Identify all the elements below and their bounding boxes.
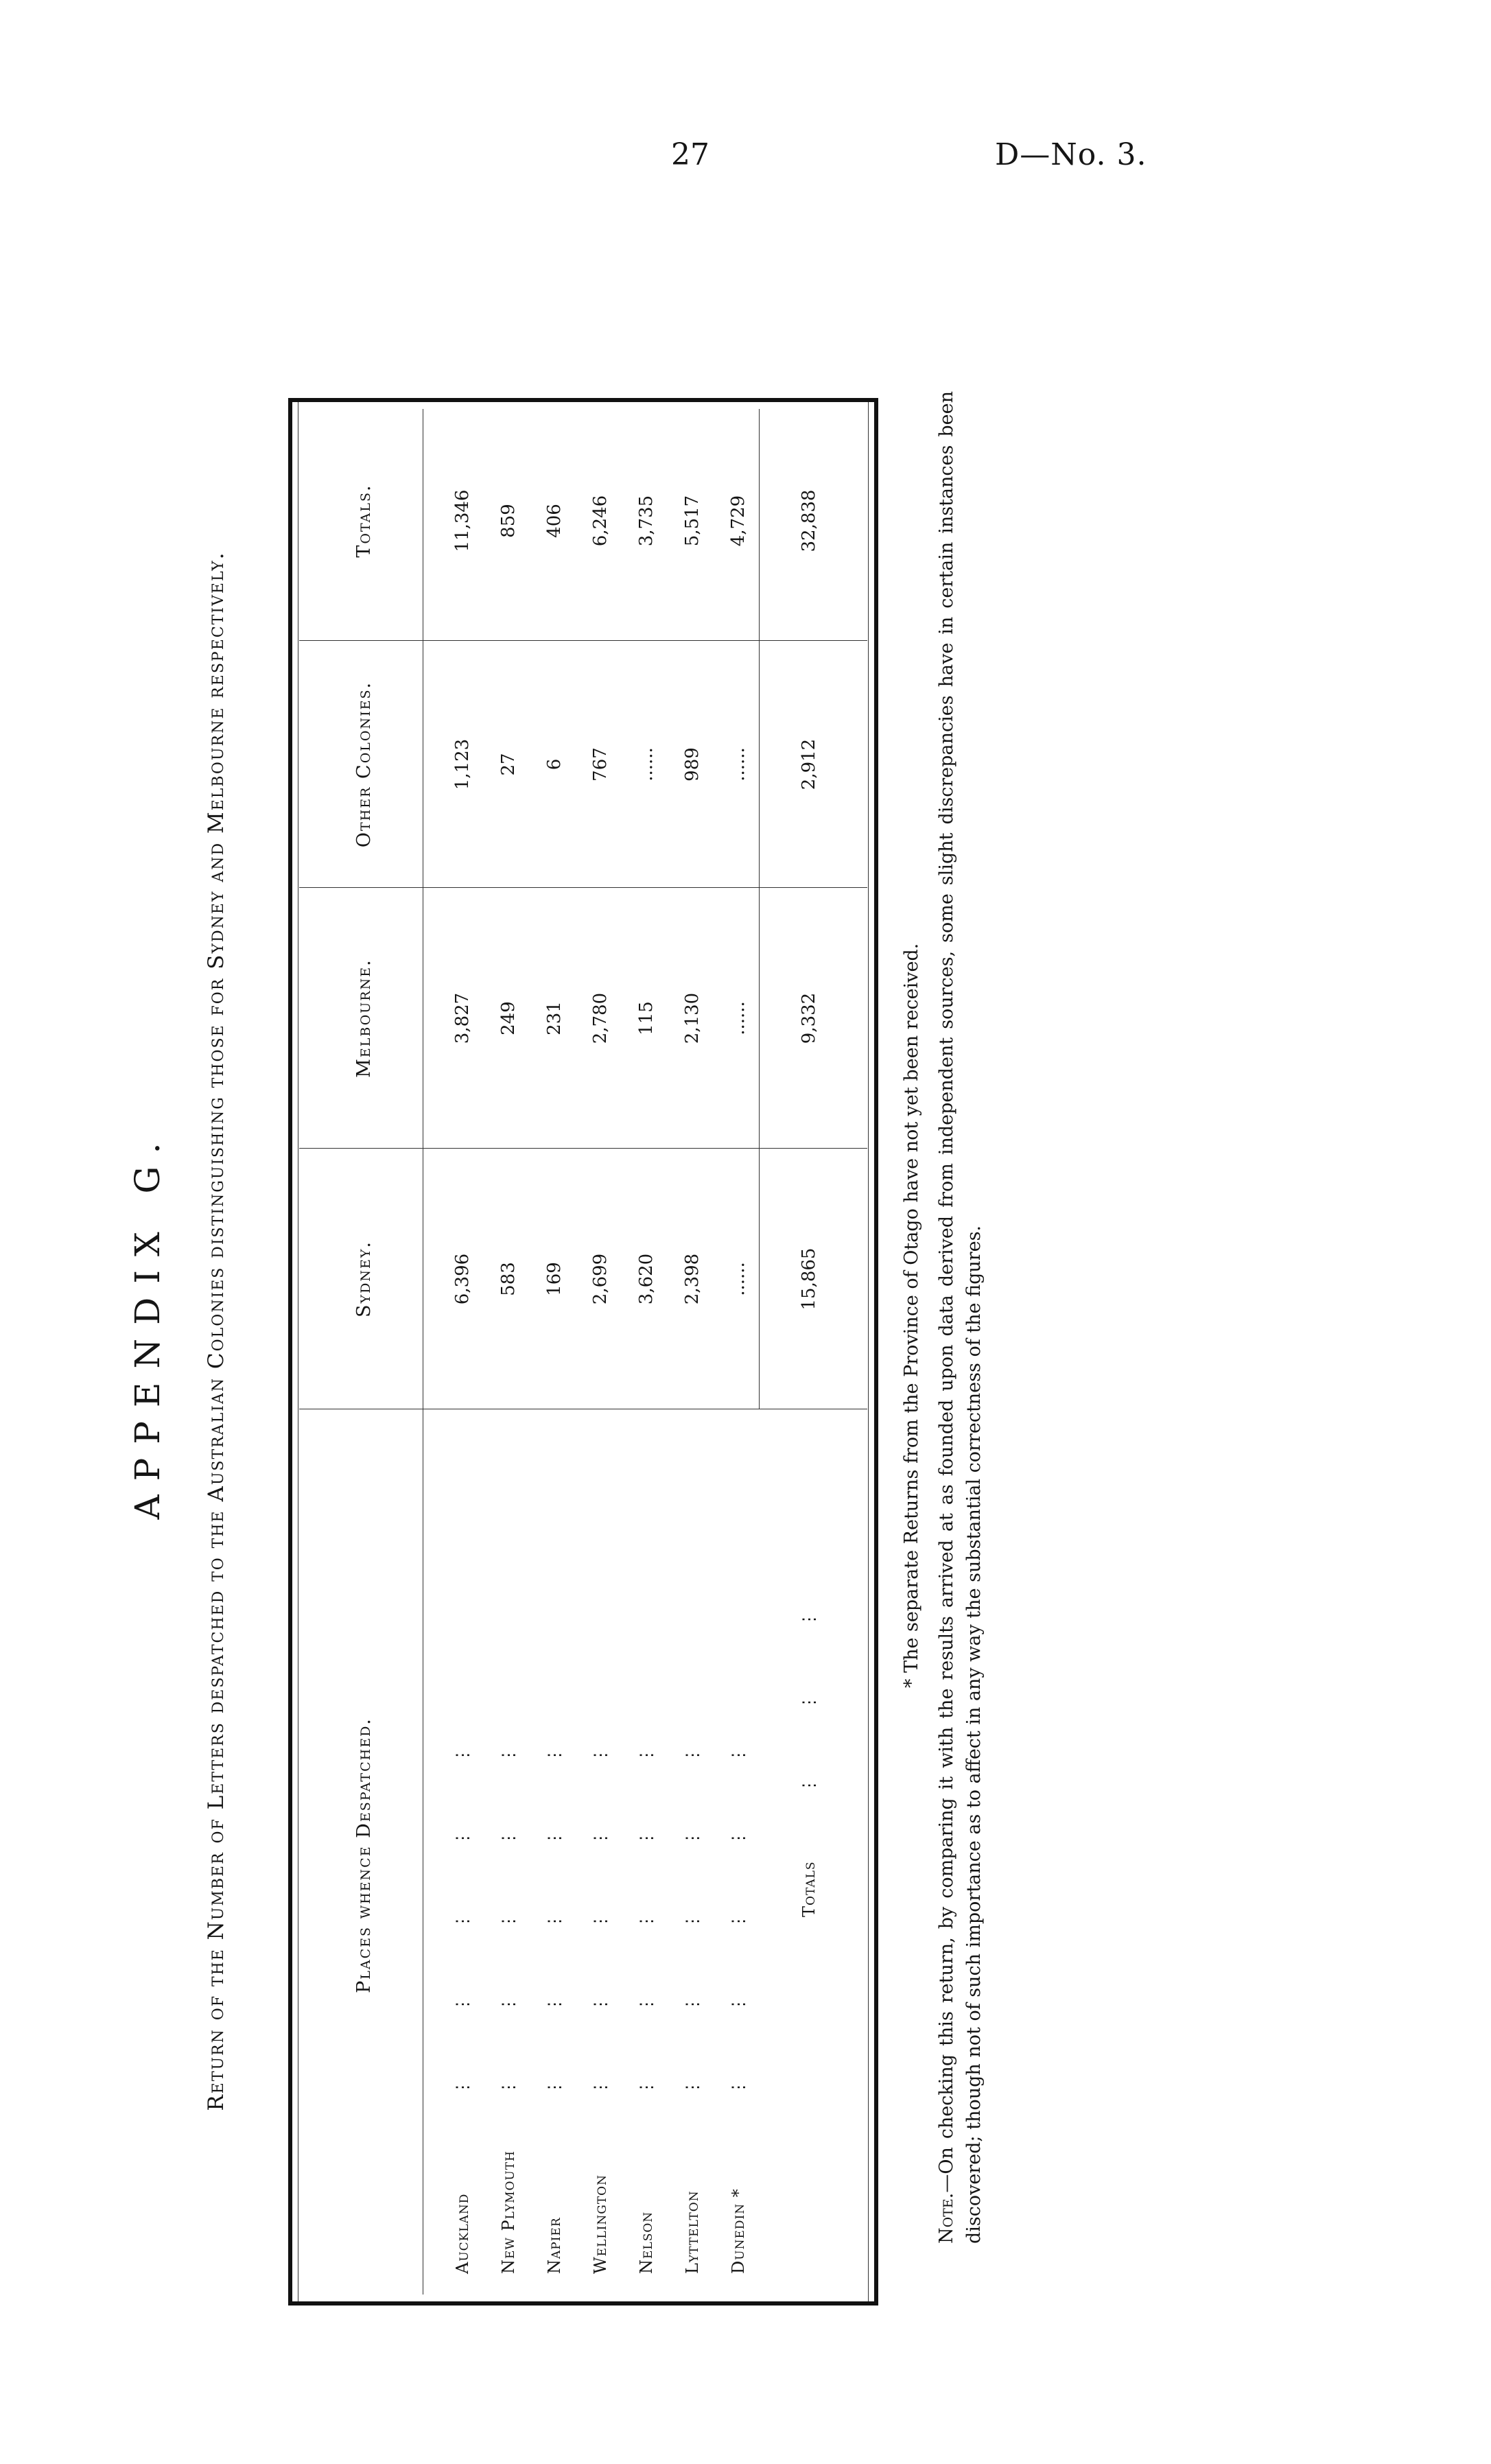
cell-other: 767 [590, 747, 611, 782]
cell-other: 27 [498, 753, 519, 776]
cell-total: 5,517 [682, 495, 703, 547]
cell-other: ...... [728, 747, 749, 782]
place-name: New Plymouth [499, 2150, 518, 2274]
cell-melbourne: 2,130 [682, 992, 703, 1044]
dot-leader: ⋮ ⋮ ⋮ ⋮ ⋮ [637, 1744, 656, 2096]
footnote: * The separate Returns from the Province of Otago have not yet been received. [901, 943, 922, 1688]
page-number: 27 [671, 137, 709, 172]
dot-leader: ⋮ ⋮ ⋮ [799, 1608, 819, 1794]
total-melbourne: 9,332 [799, 992, 819, 1044]
rotated-page-content [124, 55, 1249, 2305]
table-row [624, 402, 669, 2301]
cell-sydney: 583 [498, 1262, 519, 1296]
appendix-title: APPENDIX G. [128, 1129, 167, 1520]
cell-melbourne: ...... [728, 1001, 749, 1035]
dot-leader: ⋮ ⋮ ⋮ ⋮ ⋮ [453, 1744, 472, 2096]
cell-sydney: 169 [544, 1262, 565, 1296]
table-row [578, 402, 623, 2301]
cell-sydney: 2,699 [590, 1253, 611, 1305]
cell-other: ...... [636, 747, 657, 782]
place-name: Auckland [453, 2193, 472, 2274]
note-lead: Note. [936, 2192, 957, 2244]
cell-other: 6 [544, 758, 565, 771]
header-places: Places whence Despatched. [353, 1717, 375, 1993]
total-other: 2,912 [799, 738, 819, 790]
letters-table [288, 398, 878, 2305]
place-name: Nelson [637, 2211, 656, 2274]
cell-sydney: 6,396 [452, 1253, 473, 1305]
place-name: Lyttelton [683, 2190, 702, 2274]
totals-row [786, 402, 832, 2301]
cell-other: 1,123 [452, 738, 473, 790]
cell-total: 859 [498, 504, 519, 538]
cell-sydney: ...... [728, 1262, 749, 1296]
table-row [440, 402, 485, 2301]
cell-melbourne: 2,780 [590, 992, 611, 1044]
document-code: D—No. 3. [995, 137, 1147, 172]
dot-leader: ⋮ ⋮ ⋮ ⋮ ⋮ [683, 1744, 702, 2096]
cell-other: 989 [682, 747, 703, 782]
table-row [486, 402, 531, 2301]
header-totals: Totals. [353, 484, 375, 558]
cell-melbourne: 115 [636, 1001, 657, 1035]
cell-total: 4,729 [728, 495, 749, 547]
dot-leader: ⋮ ⋮ ⋮ ⋮ ⋮ [591, 1744, 610, 2096]
cell-total: 3,735 [636, 495, 657, 547]
dot-leader: ⋮ ⋮ ⋮ ⋮ ⋮ [545, 1744, 564, 2096]
place-name: Wellington [591, 2174, 610, 2274]
totals-label: Totals [799, 1861, 819, 1917]
header-melbourne: Melbourne. [353, 959, 375, 1078]
cell-melbourne: 249 [498, 1001, 519, 1035]
place-name: Napier [545, 2217, 564, 2274]
cell-sydney: 3,620 [636, 1253, 657, 1305]
table-subtitle: Return of the Number of Letters despatched to the Australian Colonies distinguishing those for Sydney and Melbourne respectively. [204, 551, 228, 2111]
cell-total: 11,346 [452, 489, 473, 552]
table-row [670, 402, 715, 2301]
header-sydney: Sydney. [353, 1241, 375, 1317]
total-grand: 32,838 [799, 489, 819, 552]
cell-total: 6,246 [590, 495, 611, 547]
cell-sydney: 2,398 [682, 1253, 703, 1305]
cell-melbourne: 231 [544, 1001, 565, 1035]
header-other-colonies: Other Colonies. [353, 681, 375, 848]
cell-melbourne: 3,827 [452, 992, 473, 1044]
dot-leader: ⋮ ⋮ ⋮ ⋮ ⋮ [499, 1744, 518, 2096]
dot-leader: ⋮ ⋮ ⋮ ⋮ ⋮ [729, 1744, 748, 2096]
note-paragraph [933, 391, 988, 2244]
note-text: —On checking this return, by comparing it with the results arrived at as founded upon data derived from independent sources, some slight discrepancies have in certain instances been discovered; though not of such importance as to affect in any way the substantial correctness of the figures. [936, 391, 985, 2244]
table-bottom-rule [868, 402, 869, 2301]
table-row [532, 402, 577, 2301]
total-sydney: 15,865 [799, 1247, 819, 1311]
place-name: Dunedin * [729, 2188, 748, 2274]
cell-total: 406 [544, 504, 565, 538]
table-row [716, 402, 761, 2301]
